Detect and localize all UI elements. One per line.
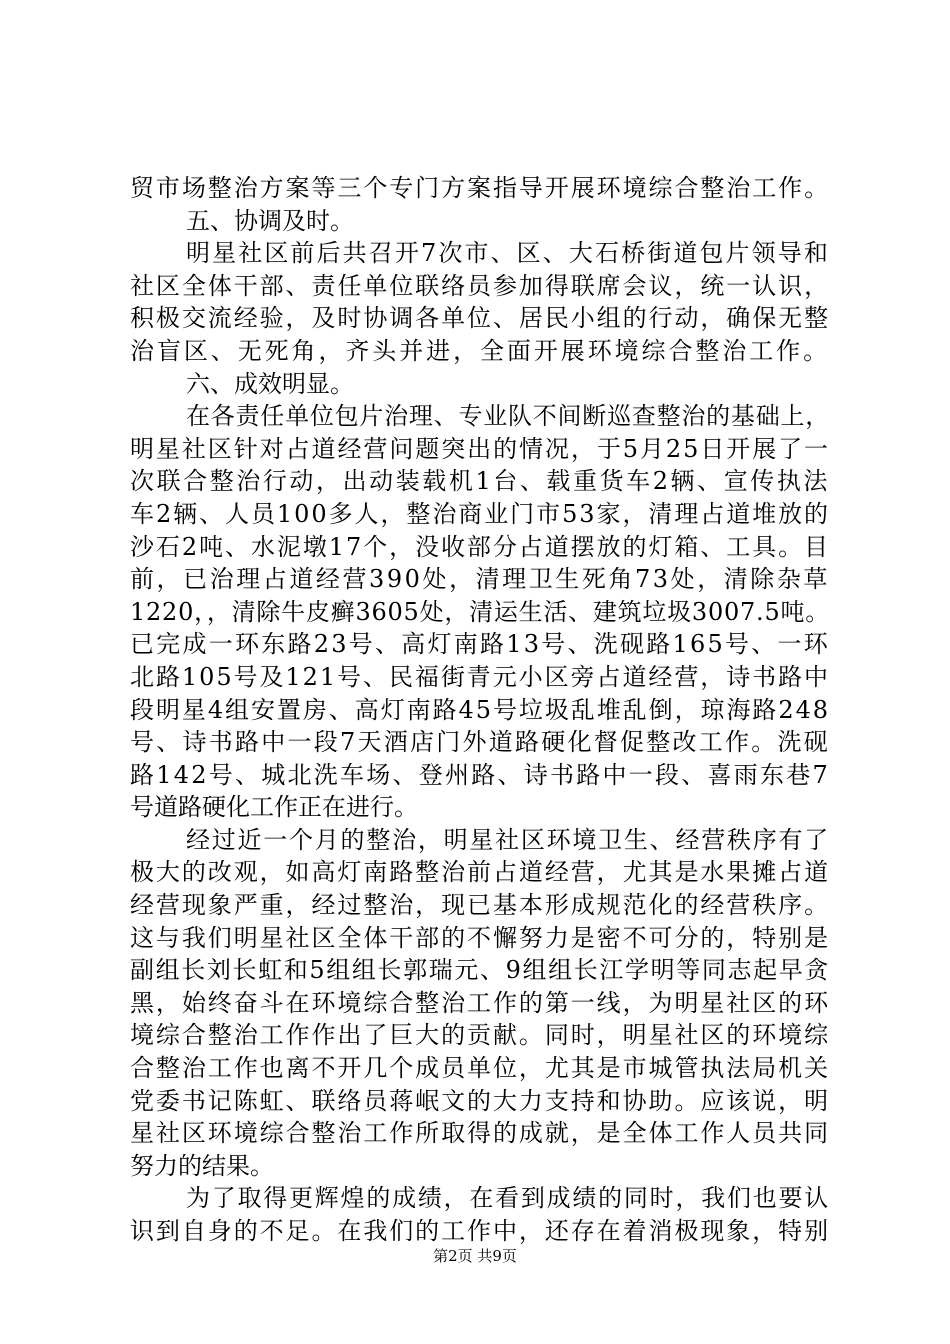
text-line: 明星社区针对占道经营问题突出的情况，于5月25日开展了一 <box>130 434 830 463</box>
text-line: 沙石2吨、水泥墩17个，没收部分占道摆放的灯箱、工具。目 <box>130 532 830 561</box>
text-line: 合整治工作也离不开几个成员单位，尤其是市城管执法局机关 <box>130 1054 830 1083</box>
text-line: 次联合整治行动，出动装载机1台、载重货车2辆、宣传执法 <box>130 467 830 496</box>
text-line: 北路105号及121号、民福街青元小区旁占道经营，诗书路中 <box>130 662 830 691</box>
text-line: 境综合整治工作作出了巨大的贡献。同时，明星社区的环境综 <box>130 1021 830 1050</box>
text-line: 号、诗书路中一段7天酒店门外道路硬化督促整改工作。洗砚 <box>130 728 830 757</box>
text-line: 车2辆、人员100多人，整治商业门市53家，清理占道堆放的 <box>130 499 830 528</box>
text-line: 五、协调及时。 <box>186 206 354 235</box>
text-line: 贸市场整治方案等三个专门方案指导开展环境综合整治工作。 <box>130 174 830 202</box>
document-body <box>130 172 830 1248</box>
text-line: 经过近一个月的整治，明星社区环境卫生、经营秩序有了 <box>186 825 830 854</box>
page-footer: 第2页 共9页 <box>433 1247 517 1265</box>
text-line: 路142号、城北洗车场、登州路、诗书路中一段、喜雨东巷7 <box>130 760 830 789</box>
text-line: 副组长刘长虹和5组组长郭瑞元、9组组长江学明等同志起早贪 <box>130 956 830 985</box>
text-line: 已完成一环东路23号、高灯南路13号、洗砚路165号、一环 <box>130 630 830 659</box>
text-line: 积极交流经验，及时协调各单位、居民小组的行动，确保无整 <box>130 304 830 333</box>
text-line: 号道路硬化工作正在进行。 <box>130 793 418 822</box>
text-line: 明星社区前后共召开7次市、区、大石桥街道包片领导和 <box>186 239 830 268</box>
text-line: 这与我们明星社区全体干部的不懈努力是密不可分的，特别是 <box>130 923 830 952</box>
text-line: 经营现象严重，经过整治，现已基本形成规范化的经营秩序。 <box>130 891 830 920</box>
text-line: 识到自身的不足。在我们的工作中，还存在着消极现象，特别 <box>130 1217 830 1245</box>
text-line: 极大的改观，如高灯南路整治前占道经营，尤其是水果摊占道 <box>130 858 830 887</box>
text-line: 黑，始终奋斗在环境综合整治工作的第一线，为明星社区的环 <box>130 988 830 1017</box>
text-line: 前，已治理占道经营390处，清理卫生死角73处，清除杂草 <box>130 565 830 594</box>
text-line: 六、成效明显。 <box>186 369 354 398</box>
text-line: 段明星4组安置房、高灯南路45号垃圾乱堆乱倒，琼海路248 <box>130 695 830 724</box>
text-line: 努力的结果。 <box>130 1151 274 1180</box>
text-line: 星社区环境综合整治工作所取得的成就，是全体工作人员共同 <box>130 1119 830 1148</box>
text-line: 1220，，清除牛皮癣3605处，清运生活、建筑垃圾3007.5吨。 <box>130 597 830 626</box>
text-line: 在各责任单位包片治理、专业队不间断巡查整治的基础上， <box>186 402 830 431</box>
text-line: 治盲区、无死角，齐头并进，全面开展环境综合整治工作。 <box>130 336 830 365</box>
text-line: 社区全体干部、责任单位联络员参加得联席会议，统一认识， <box>130 271 830 300</box>
text-line: 党委书记陈虹、联络员蒋岷文的大力支持和协助。应该说，明 <box>130 1086 830 1115</box>
text-line: 为了取得更辉煌的成绩，在看到成绩的同时，我们也要认 <box>186 1184 830 1213</box>
